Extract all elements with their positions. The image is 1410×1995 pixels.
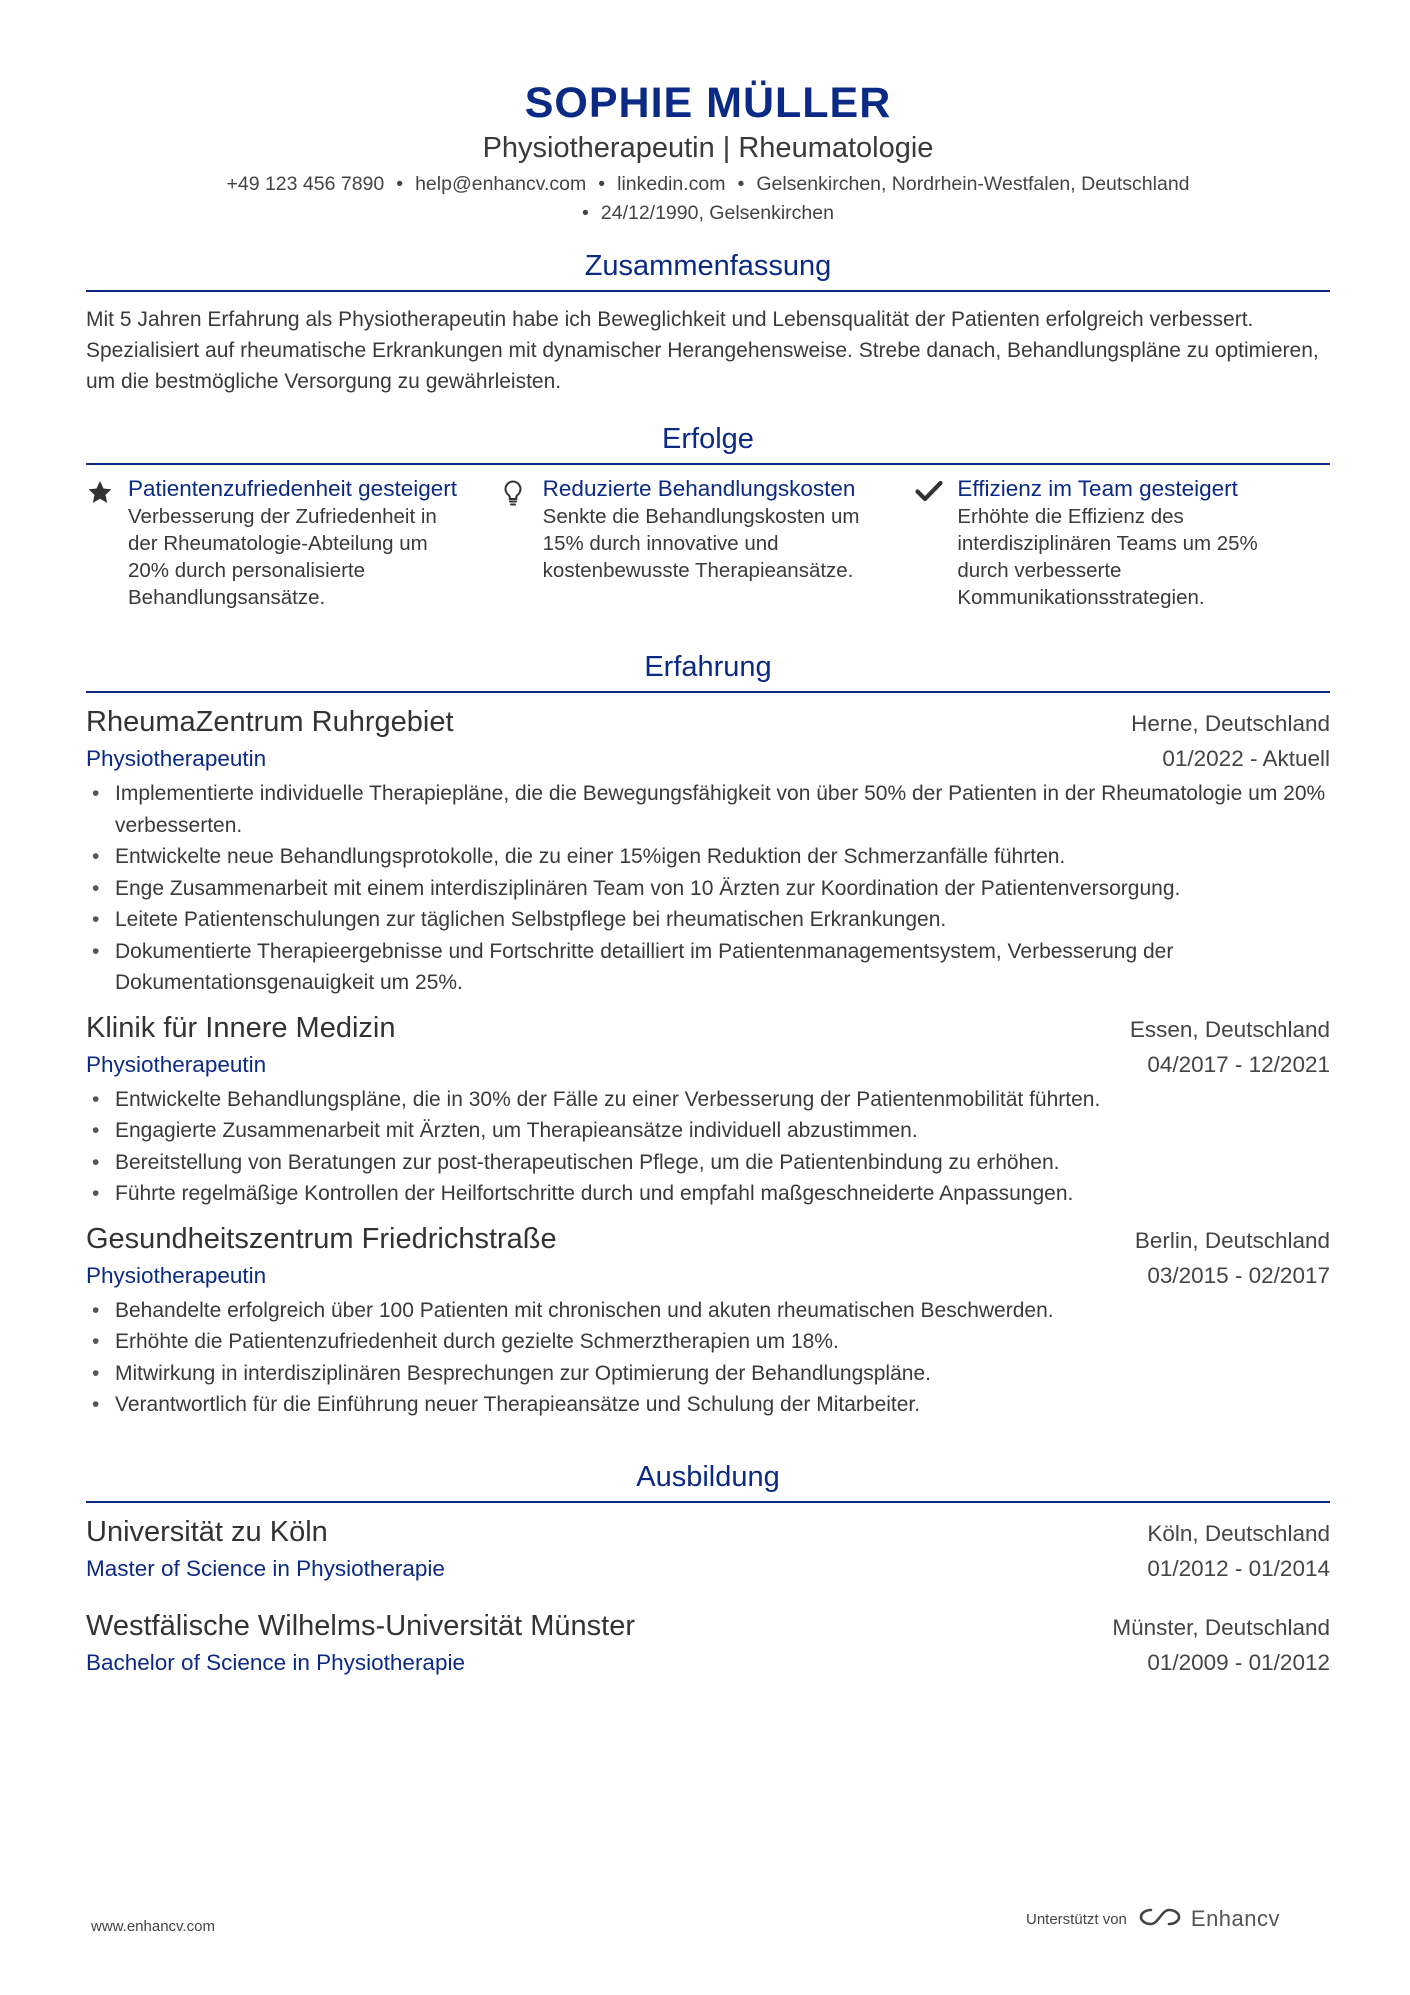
list-item: • Führte regelmäßige Kontrollen der Heilfortschritte durch und empfahl maßgeschneiderte Anpassungen. [86,1178,1330,1210]
achievement-description: Erhöhte die Effizienz des interdisziplinären Teams um 25% durch verbesserte Kommunikationsstrategien. [957,505,1258,609]
job-bullets [86,1295,1330,1421]
resume-page [86,0,1330,1679]
separator-dot: • [396,173,404,195]
education-dates: 01/2009 - 01/2012 [1147,1649,1330,1675]
powered-by-label: Unterstützt von [1026,1910,1127,1928]
achievement-title: Reduzierte Behandlungskosten [542,476,856,501]
list-item: • Mitwirkung in interdisziplinären Besprechungen zur Optimierung der Behandlungspläne. [86,1358,1330,1390]
company-name: RheumaZentrum Ruhrgebiet [86,706,454,738]
contact-info [128,170,1288,228]
enhancv-logo-icon [1137,1906,1183,1932]
headline: Physiotherapeutin | Rheumatologie [482,132,934,164]
candidate-name: SOPHIE MÜLLER [524,79,892,127]
list-item: • Implementierte individuelle Therapiepläne, die die Bewegungsfähigkeit von über 50% der Patienten in der Rheumatologie um 20% verbesserten. [86,778,1330,841]
school-location: Münster, Deutschland [1112,1614,1330,1640]
job-role: Physiotherapeutin [86,1051,267,1077]
achievements-section [86,421,1330,611]
job-location: Berlin, Deutschland [1134,1227,1330,1253]
education-section [86,1459,1330,1679]
job-dates: 04/2017 - 12/2021 [1147,1051,1330,1077]
achievement-item [915,475,1330,611]
checkmark-icon [915,475,957,611]
location: Gelsenkirchen, Nordrhein-Westfalen, Deutschland [756,173,1190,195]
section-divider [86,691,1330,693]
phone: +49 123 456 7890 [226,173,385,195]
section-divider [86,463,1330,465]
list-item: • Enge Zusammenarbeit mit einem interdisziplinären Team von 10 Ärzten zur Koordination der Patientenversorgung. [86,873,1330,905]
separator-dot: • [737,173,745,195]
separator-dot: • [598,173,606,195]
section-title-summary: Zusammenfassung [584,250,832,282]
job-entry [86,1009,1330,1210]
degree: Bachelor of Science in Physiotherapie [86,1649,465,1675]
job-bullets [86,1084,1330,1210]
list-item: • Behandelte erfolgreich über 100 Patienten mit chronischen und akuten rheumatischen Beschwerden. [86,1295,1330,1327]
job-dates: 01/2022 - Aktuell [1162,746,1330,771]
summary-section [86,248,1330,397]
job-bullets [86,778,1330,999]
education-entry [86,1607,1330,1679]
list-item: • Leitete Patientenschulungen zur täglichen Selbstpflege bei rheumatischen Erkrankungen. [86,904,1330,936]
job-location: Essen, Deutschland [1129,1016,1330,1042]
achievement-description: Senkte die Behandlungskosten um 15% durch innovative und kostenbewusste Therapieansätze. [542,505,860,582]
footer-website-link[interactable]: www.enhancv.com [91,1918,215,1935]
section-title-education: Ausbildung [636,1460,780,1493]
school-location: Köln, Deutschland [1147,1520,1330,1546]
achievement-item [501,475,916,611]
achievement-title: Patientenzufriedenheit gesteigert [128,476,457,501]
experience-section [86,649,1330,1421]
job-role: Physiotherapeutin [86,746,267,771]
list-item: • Dokumentierte Therapieergebnisse und Fortschritte detailliert im Patientenmanagementsystem, Verbesserung der Dokumentationsgenauigkeit um 25%. [86,936,1330,999]
footer-branding[interactable] [1026,1906,1280,1932]
degree: Master of Science in Physiotherapie [86,1555,445,1581]
list-item: • Entwickelte neue Behandlungsprotokolle, die zu einer 15%igen Reduktion der Schmerzanfälle führten. [86,841,1330,873]
brand-name: Enhancv [1190,1906,1281,1931]
job-role: Physiotherapeutin [86,1262,267,1288]
job-location: Herne, Deutschland [1131,711,1330,736]
list-item: • Bereitstellung von Beratungen zur post-therapeutischen Pflege, um die Patientenbindung zu erhöhen. [86,1147,1330,1179]
list-item: • Entwickelte Behandlungspläne, die in 30% der Fälle zu einer Verbesserung der Patientenmobilität führten. [86,1084,1330,1116]
job-entry [86,1220,1330,1421]
education-entry [86,1513,1330,1585]
job-entry [86,703,1330,999]
linkedin-link[interactable]: linkedin.com [617,173,726,195]
company-name: Gesundheitszentrum Friedrichstraße [86,1222,557,1255]
list-item: • Erhöhte die Patientenzufriedenheit durch gezielte Schmerztherapien um 18%. [86,1326,1330,1358]
education-dates: 01/2012 - 01/2014 [1147,1555,1330,1581]
job-dates: 03/2015 - 02/2017 [1147,1262,1330,1288]
achievement-item [86,475,501,611]
company-name: Klinik für Innere Medizin [86,1011,396,1044]
section-divider [86,1501,1330,1503]
achievement-description: Verbesserung der Zufriedenheit in der Rheumatologie-Abteilung um 20% durch personalisierte Behandlungsansätze. [128,505,437,609]
summary-text: Mit 5 Jahren Erfahrung als Physiotherapeutin habe ich Beweglichkeit und Lebensqualität der Patienten erfolgreich verbessert. Spezialisiert auf rheumatische Erkrankungen mit dynamischer Herangehensweise. Strebe danach, Behandlungspläne zu optimieren, um die bestmögliche Versorgung zu gewährleisten. [86,308,1319,393]
star-icon [86,475,128,611]
list-item: • Verantwortlich für die Einführung neuer Therapieansätze und Schulung der Mitarbeiter. [86,1389,1330,1421]
section-divider [86,290,1330,292]
achievement-title: Effizienz im Team gesteigert [957,476,1238,501]
section-title-achievements: Erfolge [662,423,754,455]
list-item: • Engagierte Zusammenarbeit mit Ärzten, um Therapieansätze individuell abzustimmen. [86,1115,1330,1147]
lightbulb-icon [501,475,543,611]
school-name: Universität zu Köln [86,1515,328,1548]
section-title-experience: Erfahrung [644,651,772,683]
email-link[interactable]: help@enhancv.com [415,173,587,195]
separator-dot: • [582,202,589,224]
birth-info: 24/12/1990, Gelsenkirchen [600,202,834,224]
school-name: Westfälische Wilhelms-Universität Münster [86,1609,635,1642]
